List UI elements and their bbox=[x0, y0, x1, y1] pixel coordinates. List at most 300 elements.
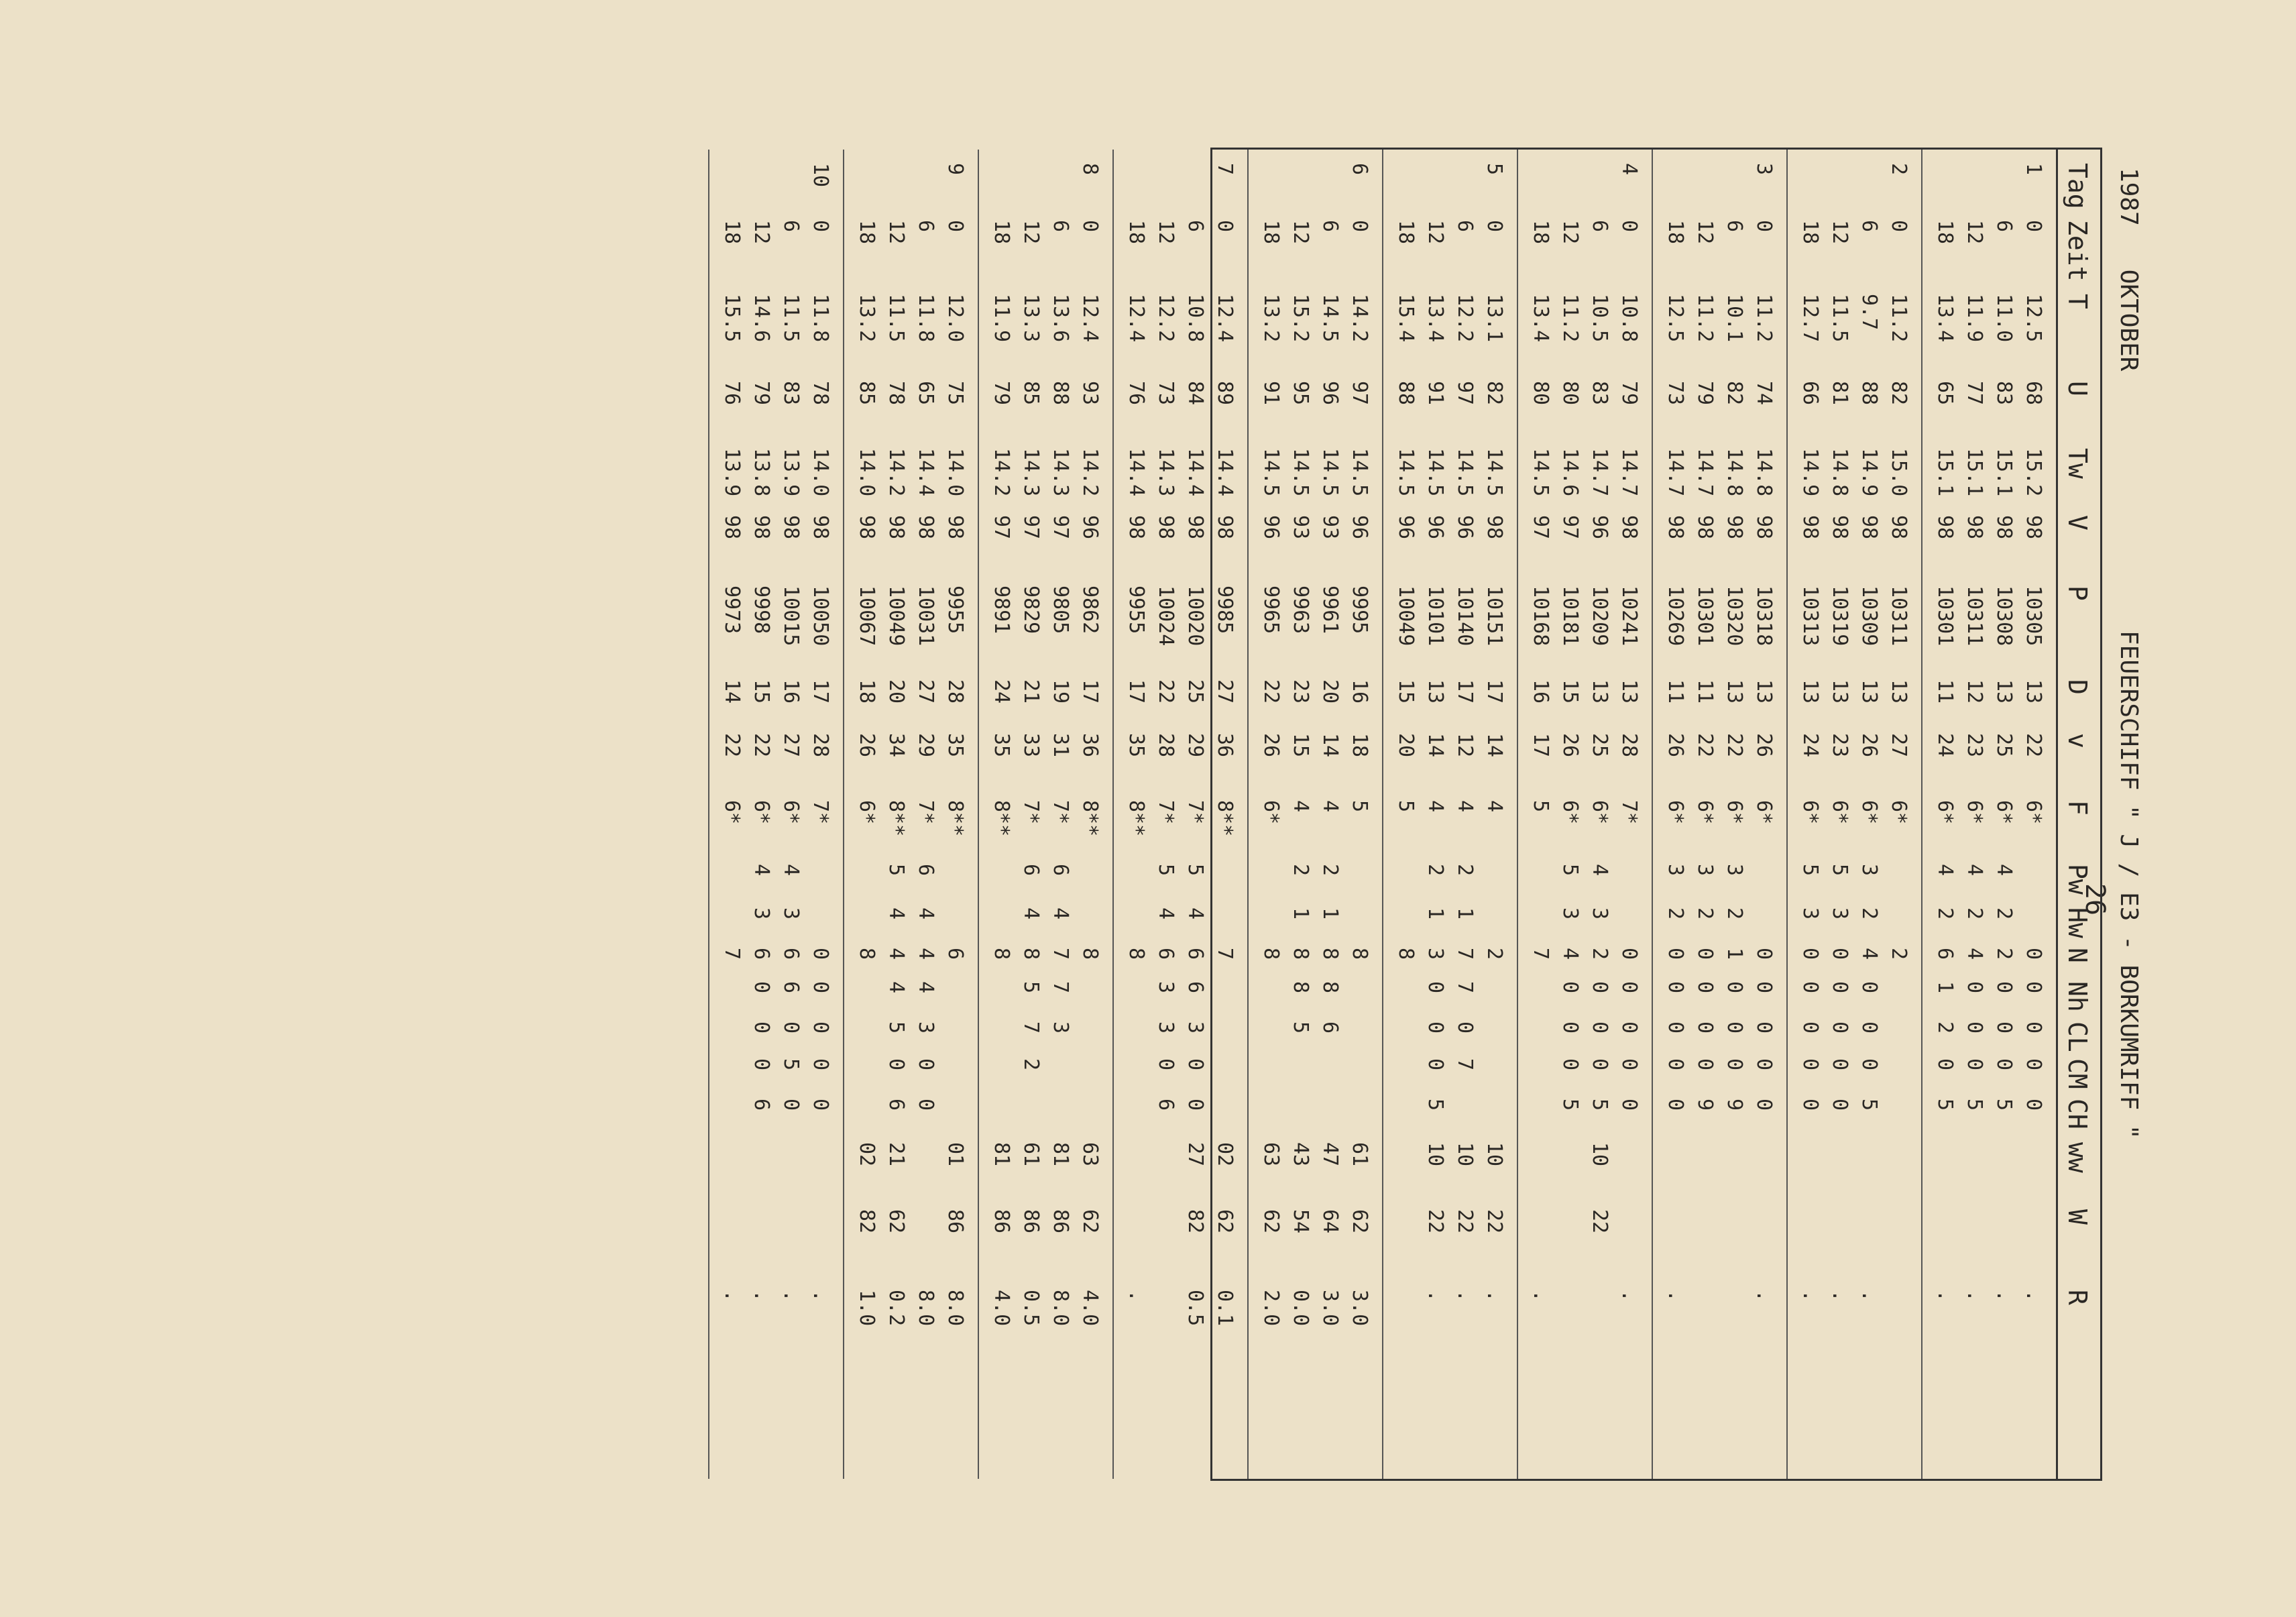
cell-tw: 14.0 bbox=[809, 448, 832, 497]
cell-u: 88 bbox=[1049, 381, 1072, 406]
cell-p: 10181 bbox=[1558, 586, 1582, 647]
cell-zeit: 6 bbox=[779, 220, 803, 233]
cell-zeit: 6 bbox=[1723, 220, 1746, 233]
cell-tw: 14.8 bbox=[1752, 448, 1776, 497]
cell-t: 11.5 bbox=[884, 294, 908, 343]
cell-ch: 0 bbox=[1664, 1099, 1687, 1111]
cell-nh: 0 bbox=[1752, 981, 1776, 994]
cell-n: 4 bbox=[1558, 948, 1582, 960]
cell-v: 98 bbox=[1933, 515, 1957, 540]
cell-u: 91 bbox=[1424, 381, 1447, 406]
cell-r: . bbox=[1828, 1290, 1851, 1302]
cell-p: 9995 bbox=[1348, 586, 1371, 634]
cell-nh: 0 bbox=[1693, 981, 1717, 994]
cell-zeit: 18 bbox=[990, 220, 1013, 245]
cell-zeit: 0 bbox=[1213, 220, 1237, 233]
cell-p: 10305 bbox=[2022, 586, 2045, 647]
cell-t: 12.0 bbox=[943, 294, 967, 343]
cell-nh: 7 bbox=[1453, 981, 1477, 994]
cell-t: 11.5 bbox=[1828, 294, 1851, 343]
cell-t: 11.9 bbox=[1963, 294, 1986, 343]
cell-zeit: 6 bbox=[1184, 220, 1207, 233]
cell-tw: 14.7 bbox=[1588, 448, 1611, 497]
cell-tw: 15.2 bbox=[2022, 448, 2045, 497]
day-block bbox=[1517, 150, 1652, 1479]
cell-u: 76 bbox=[720, 381, 744, 406]
column-header-t: T bbox=[2063, 294, 2092, 309]
day-block bbox=[843, 150, 978, 1479]
cell-cl: 0 bbox=[2022, 1021, 2045, 1034]
cell-pw: 4 bbox=[779, 864, 803, 877]
cell-ch: 0 bbox=[1617, 1099, 1641, 1111]
cell-tw: 15.1 bbox=[1992, 448, 2016, 497]
cell-r: . bbox=[1857, 1290, 1881, 1302]
cell-v: 24 bbox=[1798, 733, 1822, 758]
cell-ww: 10 bbox=[1424, 1142, 1447, 1167]
table-row bbox=[1147, 150, 1178, 1479]
cell-v: 35 bbox=[943, 733, 967, 758]
cell-d: 17 bbox=[1483, 679, 1506, 704]
cell-r: 0.5 bbox=[1019, 1290, 1043, 1327]
cell-pw: 3 bbox=[1723, 864, 1746, 877]
cell-n: 1 bbox=[1723, 948, 1746, 960]
cell-tw: 14.5 bbox=[1289, 448, 1312, 497]
table-title bbox=[2109, 168, 2149, 1462]
cell-f: 7* bbox=[809, 800, 832, 825]
table-row bbox=[1446, 150, 1477, 1479]
cell-zeit: 12 bbox=[1424, 220, 1447, 245]
cell-pw: 5 bbox=[1798, 864, 1822, 877]
cell-cl: 3 bbox=[1154, 1021, 1178, 1034]
cell-w: 62 bbox=[1213, 1209, 1237, 1234]
cell-v: 97 bbox=[1049, 515, 1072, 540]
cell-ww: 61 bbox=[1019, 1142, 1043, 1167]
cell-t: 13.4 bbox=[1933, 294, 1957, 343]
cell-v: 98 bbox=[1887, 515, 1910, 540]
cell-hw: 2 bbox=[1693, 907, 1717, 920]
cell-v: 98 bbox=[855, 515, 878, 540]
cell-pw: 6 bbox=[1019, 864, 1043, 877]
table-row bbox=[1821, 150, 1851, 1479]
cell-v: 25 bbox=[1588, 733, 1611, 758]
cell-n: 8 bbox=[1318, 948, 1342, 960]
cell-p: 10024 bbox=[1154, 586, 1178, 647]
cell-pw: 5 bbox=[884, 864, 908, 877]
cell-f: 6* bbox=[1588, 800, 1611, 825]
cell-pw: 5 bbox=[1558, 864, 1582, 877]
cell-pw: 4 bbox=[1588, 864, 1611, 877]
cell-t: 13.2 bbox=[855, 294, 878, 343]
cell-nh: 0 bbox=[809, 981, 832, 994]
cell-v: 96 bbox=[1348, 515, 1371, 540]
cell-cm: 0 bbox=[1828, 1058, 1851, 1071]
cell-hw: 4 bbox=[1184, 907, 1207, 920]
cell-nh: 5 bbox=[1019, 981, 1043, 994]
cell-cl: 0 bbox=[1664, 1021, 1687, 1034]
cell-u: 91 bbox=[1259, 381, 1283, 406]
cell-f: 6* bbox=[1752, 800, 1776, 825]
cell-p: 9891 bbox=[990, 586, 1013, 634]
cell-r: . bbox=[1529, 1290, 1552, 1302]
day-block bbox=[708, 150, 843, 1479]
table-row bbox=[982, 150, 1013, 1479]
cell-tw: 14.5 bbox=[1259, 448, 1283, 497]
day-number: 10 bbox=[809, 163, 832, 188]
cell-ch: 5 bbox=[1992, 1099, 2016, 1111]
cell-v: 29 bbox=[914, 733, 937, 758]
cell-cm: 0 bbox=[750, 1058, 773, 1071]
cell-zeit: 18 bbox=[1394, 220, 1418, 245]
cell-t: 12.2 bbox=[1154, 294, 1178, 343]
cell-ww: 63 bbox=[1078, 1142, 1102, 1167]
cell-nh: 0 bbox=[1617, 981, 1641, 994]
cell-v: 26 bbox=[855, 733, 878, 758]
cell-p: 10049 bbox=[1394, 586, 1418, 647]
cell-ch: 5 bbox=[1588, 1099, 1611, 1111]
cell-ww: 81 bbox=[990, 1142, 1013, 1167]
column-header-u: U bbox=[2063, 381, 2092, 396]
cell-v: 35 bbox=[1125, 733, 1148, 758]
cell-f: 4 bbox=[1424, 800, 1447, 813]
cell-cl: 0 bbox=[1798, 1021, 1822, 1034]
table-row bbox=[1041, 150, 1072, 1479]
cell-p: 9805 bbox=[1049, 586, 1072, 634]
cell-p: 10311 bbox=[1887, 586, 1910, 647]
cell-f: 5 bbox=[1348, 800, 1371, 813]
cell-r: . bbox=[1617, 1290, 1641, 1302]
cell-d: 22 bbox=[1154, 679, 1178, 704]
day-block bbox=[1652, 150, 1786, 1479]
cell-v: 29 bbox=[1184, 733, 1207, 758]
cell-v: 31 bbox=[1049, 733, 1072, 758]
cell-tw: 14.2 bbox=[1078, 448, 1102, 497]
day-number: 4 bbox=[1617, 163, 1641, 176]
cell-ww: 61 bbox=[1348, 1142, 1371, 1167]
cell-u: 84 bbox=[1184, 381, 1207, 406]
cell-t: 12.4 bbox=[1213, 294, 1237, 343]
cell-t: 10.1 bbox=[1723, 294, 1746, 343]
cell-tw: 14.5 bbox=[1529, 448, 1552, 497]
cell-hw: 2 bbox=[1992, 907, 2016, 920]
cell-tw: 13.8 bbox=[750, 448, 773, 497]
cell-w: 62 bbox=[1348, 1209, 1371, 1234]
cell-v: 98 bbox=[1213, 515, 1237, 540]
cell-r: . bbox=[1424, 1290, 1447, 1302]
cell-n: 0 bbox=[1617, 948, 1641, 960]
cell-f: 8** bbox=[943, 800, 967, 837]
cell-d: 20 bbox=[884, 679, 908, 704]
cell-nh: 0 bbox=[2022, 981, 2045, 994]
cell-ch: 0 bbox=[914, 1099, 937, 1111]
column-header-v: V bbox=[2063, 515, 2092, 531]
cell-v: 98 bbox=[1664, 515, 1687, 540]
cell-d: 19 bbox=[1049, 679, 1072, 704]
cell-r: . bbox=[1752, 1290, 1776, 1302]
cell-cl: 0 bbox=[1588, 1021, 1611, 1034]
cell-pw: 3 bbox=[1664, 864, 1687, 877]
cell-v: 23 bbox=[1828, 733, 1851, 758]
cell-n: 0 bbox=[2022, 948, 2045, 960]
cell-ch: 5 bbox=[1558, 1099, 1582, 1111]
cell-p: 10209 bbox=[1588, 586, 1611, 647]
cell-nh: 0 bbox=[1424, 981, 1447, 994]
cell-t: 10.8 bbox=[1184, 294, 1207, 343]
cell-v: 26 bbox=[1752, 733, 1776, 758]
cell-ch: 5 bbox=[1933, 1099, 1957, 1111]
cell-n: 7 bbox=[1049, 948, 1072, 960]
column-header-nh: Nh bbox=[2063, 981, 2092, 1012]
cell-zeit: 0 bbox=[1348, 220, 1371, 233]
cell-cm: 0 bbox=[809, 1058, 832, 1071]
cell-hw: 4 bbox=[1019, 907, 1043, 920]
cell-p: 9955 bbox=[1125, 586, 1148, 634]
cell-v: 98 bbox=[1693, 515, 1717, 540]
cell-r: . bbox=[809, 1290, 832, 1302]
cell-f: 6* bbox=[855, 800, 878, 825]
cell-p: 10319 bbox=[1828, 586, 1851, 647]
cell-d: 11 bbox=[1933, 679, 1957, 704]
cell-ww: 01 bbox=[943, 1142, 967, 1167]
cell-zeit: 12 bbox=[1019, 220, 1043, 245]
cell-t: 12.5 bbox=[1664, 294, 1687, 343]
cell-v: 93 bbox=[1289, 515, 1312, 540]
weather-table-sheet bbox=[720, 148, 2149, 1482]
cell-p: 10308 bbox=[1992, 586, 2016, 647]
cell-w: 22 bbox=[1453, 1209, 1477, 1234]
cell-cl: 5 bbox=[884, 1021, 908, 1034]
cell-r: 2.0 bbox=[1259, 1290, 1283, 1327]
cell-v: 96 bbox=[1259, 515, 1283, 540]
cell-n: 8 bbox=[1289, 948, 1312, 960]
cell-v: 98 bbox=[1723, 515, 1746, 540]
table-row bbox=[1206, 150, 1237, 1479]
cell-f: 6* bbox=[1558, 800, 1582, 825]
table-row bbox=[1071, 150, 1102, 1479]
cell-hw: 3 bbox=[1828, 907, 1851, 920]
cell-ww: 02 bbox=[855, 1142, 878, 1167]
cell-tw: 14.8 bbox=[1828, 448, 1851, 497]
cell-u: 82 bbox=[1483, 381, 1506, 406]
cell-ch: 5 bbox=[1424, 1099, 1447, 1111]
cell-tw: 14.5 bbox=[1483, 448, 1506, 497]
cell-p: 10050 bbox=[809, 586, 832, 647]
cell-cl: 3 bbox=[914, 1021, 937, 1034]
table-row bbox=[1340, 150, 1371, 1479]
cell-pw: 4 bbox=[750, 864, 773, 877]
cell-u: 81 bbox=[1828, 381, 1851, 406]
cell-pw: 3 bbox=[1857, 864, 1881, 877]
cell-p: 10101 bbox=[1424, 586, 1447, 647]
column-header-row bbox=[2056, 150, 2100, 1479]
cell-u: 73 bbox=[1154, 381, 1178, 406]
cell-zeit: 12 bbox=[884, 220, 908, 245]
table-frame bbox=[720, 148, 2102, 1481]
cell-cl: 0 bbox=[1992, 1021, 2016, 1034]
table-row bbox=[772, 150, 803, 1479]
cell-f: 6* bbox=[1963, 800, 1986, 825]
cell-n: 2 bbox=[1992, 948, 2016, 960]
cell-ww: 63 bbox=[1259, 1142, 1283, 1167]
cell-ww: 27 bbox=[1184, 1142, 1207, 1167]
cell-pw: 5 bbox=[1154, 864, 1178, 877]
cell-pw: 4 bbox=[1963, 864, 1986, 877]
cell-ww: 21 bbox=[884, 1142, 908, 1167]
cell-v: 97 bbox=[1558, 515, 1582, 540]
cell-r: . bbox=[779, 1290, 803, 1302]
cell-ch: 9 bbox=[1723, 1099, 1746, 1111]
title-station: FEUERSCHIFF " J / E3 - BORKUMRIFF " bbox=[2115, 630, 2142, 1139]
cell-t: 9.7 bbox=[1857, 294, 1881, 331]
cell-r: . bbox=[1798, 1290, 1822, 1302]
cell-hw: 1 bbox=[1318, 907, 1342, 920]
cell-p: 9973 bbox=[720, 586, 744, 634]
table-row bbox=[1012, 150, 1043, 1479]
cell-nh: 0 bbox=[1828, 981, 1851, 994]
cell-u: 79 bbox=[1693, 381, 1717, 406]
cell-cm: 0 bbox=[884, 1058, 908, 1071]
cell-t: 14.2 bbox=[1348, 294, 1371, 343]
cell-n: 6 bbox=[779, 948, 803, 960]
cell-v: 22 bbox=[1723, 733, 1746, 758]
cell-f: 4 bbox=[1289, 800, 1312, 813]
cell-zeit: 12 bbox=[750, 220, 773, 245]
cell-v: 26 bbox=[1558, 733, 1582, 758]
cell-v: 22 bbox=[1693, 733, 1717, 758]
column-header-d: D bbox=[2063, 679, 2092, 695]
table-row bbox=[1610, 150, 1641, 1479]
cell-ch: 5 bbox=[1857, 1099, 1881, 1111]
day-number: 3 bbox=[1752, 163, 1776, 176]
cell-cm: 0 bbox=[1154, 1058, 1178, 1071]
cell-tw: 14.7 bbox=[1617, 448, 1641, 497]
cell-d: 11 bbox=[1664, 679, 1687, 704]
column-header-tw: Tw bbox=[2063, 448, 2092, 479]
cell-t: 12.5 bbox=[2022, 294, 2045, 343]
cell-n: 8 bbox=[855, 948, 878, 960]
table-row bbox=[848, 150, 878, 1479]
cell-zeit: 0 bbox=[1752, 220, 1776, 233]
cell-d: 28 bbox=[943, 679, 967, 704]
cell-zeit: 0 bbox=[809, 220, 832, 233]
cell-nh: 0 bbox=[1857, 981, 1881, 994]
cell-n: 4 bbox=[914, 948, 937, 960]
cell-r: . bbox=[750, 1290, 773, 1302]
cell-v: 97 bbox=[1529, 515, 1552, 540]
cell-zeit: 0 bbox=[1078, 220, 1102, 233]
cell-p: 10241 bbox=[1617, 586, 1641, 647]
cell-n: 6 bbox=[1184, 948, 1207, 960]
cell-n: 8 bbox=[990, 948, 1013, 960]
cell-pw: 2 bbox=[1318, 864, 1342, 877]
cell-f: 7* bbox=[1184, 800, 1207, 825]
cell-v: 25 bbox=[1992, 733, 2016, 758]
cell-v: 28 bbox=[1154, 733, 1178, 758]
cell-p: 10049 bbox=[884, 586, 908, 647]
table-row bbox=[2014, 150, 2045, 1479]
cell-d: 15 bbox=[1558, 679, 1582, 704]
cell-u: 79 bbox=[990, 381, 1013, 406]
cell-cl: 6 bbox=[1318, 1021, 1342, 1034]
cell-n: 2 bbox=[1483, 948, 1506, 960]
table-row bbox=[1281, 150, 1312, 1479]
cell-t: 11.8 bbox=[809, 294, 832, 343]
cell-f: 7* bbox=[1154, 800, 1178, 825]
cell-p: 10320 bbox=[1723, 586, 1746, 647]
cell-cl: 0 bbox=[1963, 1021, 1986, 1034]
cell-v: 96 bbox=[1588, 515, 1611, 540]
cell-w: 82 bbox=[1184, 1209, 1207, 1234]
cell-p: 10301 bbox=[1693, 586, 1717, 647]
cell-ch: 5 bbox=[1963, 1099, 1986, 1111]
cell-tw: 14.3 bbox=[1154, 448, 1178, 497]
cell-p: 10151 bbox=[1483, 586, 1506, 647]
cell-cm: 0 bbox=[1933, 1058, 1957, 1071]
cell-ch: 6 bbox=[884, 1099, 908, 1111]
cell-hw: 3 bbox=[1798, 907, 1822, 920]
cell-d: 14 bbox=[720, 679, 744, 704]
cell-nh: 0 bbox=[750, 981, 773, 994]
day-block bbox=[1382, 150, 1517, 1479]
cell-cl: 0 bbox=[1558, 1021, 1582, 1034]
cell-p: 10311 bbox=[1963, 586, 1986, 647]
cell-v: 97 bbox=[1019, 515, 1043, 540]
cell-tw: 14.3 bbox=[1049, 448, 1072, 497]
cell-n: 0 bbox=[809, 948, 832, 960]
cell-v: 96 bbox=[1453, 515, 1477, 540]
cell-u: 97 bbox=[1453, 381, 1477, 406]
cell-f: 4 bbox=[1318, 800, 1342, 813]
cell-hw: 4 bbox=[1154, 907, 1178, 920]
cell-v: 17 bbox=[1529, 733, 1552, 758]
cell-r: 3.0 bbox=[1318, 1290, 1342, 1327]
cell-f: 4 bbox=[1483, 800, 1506, 813]
cell-n: 6 bbox=[943, 948, 967, 960]
cell-d: 21 bbox=[1019, 679, 1043, 704]
column-header-hw: Hw bbox=[2063, 907, 2092, 938]
cell-v: 96 bbox=[1394, 515, 1418, 540]
cell-f: 6* bbox=[1664, 800, 1687, 825]
cell-w: 62 bbox=[1078, 1209, 1102, 1234]
cell-r: . bbox=[1453, 1290, 1477, 1302]
table-row bbox=[1176, 150, 1207, 1479]
cell-hw: 4 bbox=[884, 907, 908, 920]
cell-hw: 2 bbox=[1664, 907, 1687, 920]
cell-d: 17 bbox=[809, 679, 832, 704]
cell-cm: 0 bbox=[1184, 1058, 1207, 1071]
cell-d: 23 bbox=[1289, 679, 1312, 704]
cell-d: 16 bbox=[1529, 679, 1552, 704]
cell-w: 86 bbox=[1019, 1209, 1043, 1234]
table-row bbox=[1551, 150, 1582, 1479]
cell-f: 7* bbox=[1049, 800, 1072, 825]
cell-d: 12 bbox=[1963, 679, 1986, 704]
cell-zeit: 6 bbox=[1992, 220, 2016, 233]
cell-zeit: 12 bbox=[1693, 220, 1717, 245]
cell-r: . bbox=[1992, 1290, 2016, 1302]
day-number: 2 bbox=[1887, 163, 1910, 176]
cell-n: 0 bbox=[1752, 948, 1776, 960]
cell-tw: 14.2 bbox=[884, 448, 908, 497]
cell-nh: 0 bbox=[1558, 981, 1582, 994]
day-block bbox=[978, 150, 1112, 1479]
cell-hw: 2 bbox=[1933, 907, 1957, 920]
cell-n: 8 bbox=[1259, 948, 1283, 960]
cell-cl: 0 bbox=[1857, 1021, 1881, 1034]
cell-n: 2 bbox=[1887, 948, 1910, 960]
cell-t: 13.4 bbox=[1424, 294, 1447, 343]
cell-u: 80 bbox=[1529, 381, 1552, 406]
cell-f: 5 bbox=[1394, 800, 1418, 813]
